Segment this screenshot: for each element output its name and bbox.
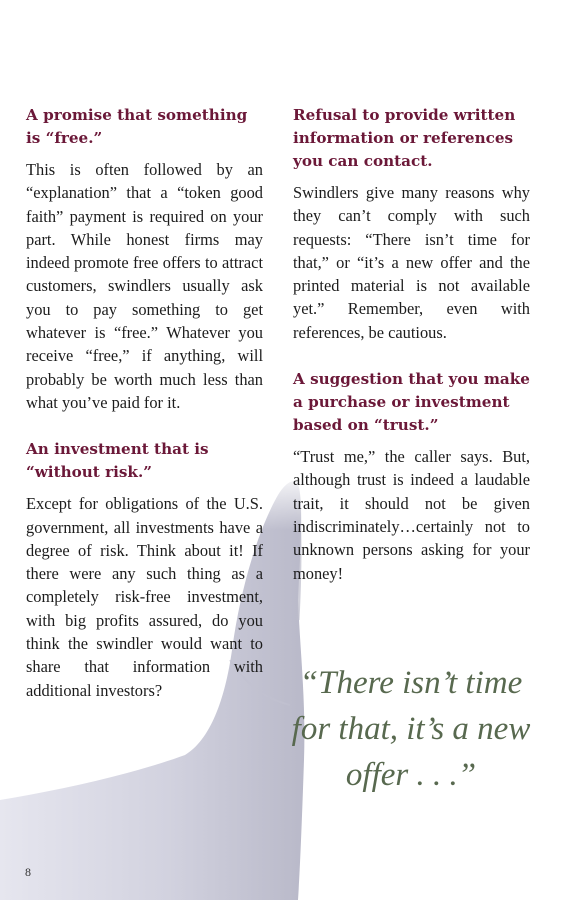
- pull-quote: “There isn’t time for that, it’s a new offer . . .”: [291, 665, 531, 793]
- section-body-without-risk: Except for obligations of the U.S. government, all investments have a degree of risk. Think about it! If there were any such thing as a completely risk-free investment, with big profits assured, do you think the swindler would want to share that information with additional investors?: [26, 494, 263, 700]
- right-column: [293, 104, 530, 585]
- section-heading-trust: A suggestion that you make a purchase or investment based on “trust.”: [293, 370, 530, 435]
- left-column: [26, 104, 263, 702]
- section-body-trust: “Trust me,” the caller says. But, although trust is indeed a laudable trait, it should not be given indiscriminately…certainly not to unknown persons asking for your money!: [293, 447, 530, 583]
- section-heading-refusal: Refusal to provide written information or references you can contact.: [293, 106, 516, 170]
- section-body-refusal: Swindlers give many reasons why they can’t comply with such requests: “There isn’t time for that,” or “it’s a new offer and the printed material is not available yet.” Remember, even with references, be cautious.: [293, 183, 530, 342]
- page-number: 8: [25, 865, 31, 879]
- section-heading-without-risk: An investment that is “without risk.”: [26, 440, 209, 482]
- section-body-free: This is often followed by an “explanation” that a “token good faith” payment is required on your part. While honest firms may indeed promote free offers to attract customers, swindlers usually ask you to pay something to get whatever is “free.” Whatever you receive “free,” if anything, will probably be worth much less than what you’ve paid for it.: [26, 160, 263, 412]
- section-heading-free: A promise that something is “free.”: [26, 106, 248, 147]
